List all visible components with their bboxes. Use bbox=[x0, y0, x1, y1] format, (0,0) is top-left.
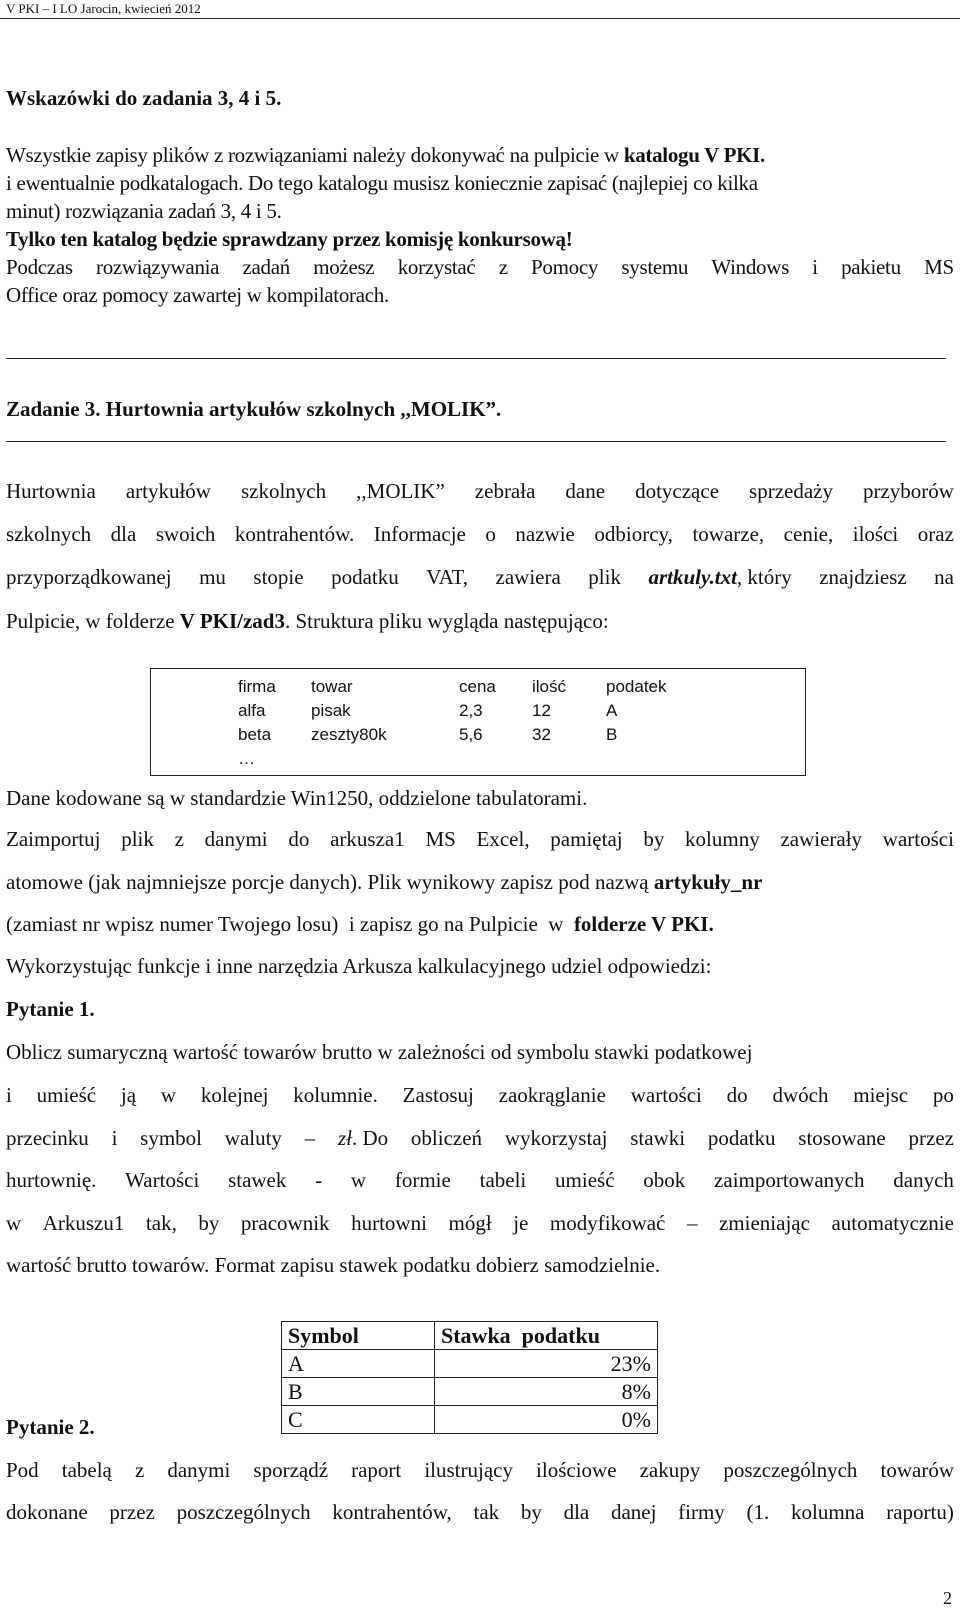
q1-l3-w11: przez bbox=[908, 1126, 954, 1150]
word: zadań bbox=[242, 255, 290, 279]
structure-cell: alfa bbox=[238, 701, 266, 720]
structure-cell: 2,3 bbox=[459, 701, 483, 720]
word: cenie, bbox=[783, 522, 834, 546]
word: i bbox=[812, 255, 818, 279]
word: z bbox=[134, 1458, 145, 1482]
file-structure-grid bbox=[238, 675, 696, 771]
q1-l3-w7: wykorzystaj bbox=[504, 1126, 608, 1150]
structure-row bbox=[238, 723, 696, 747]
p1-l3-w8: znajdziesz bbox=[819, 565, 907, 589]
structure-cell: ilość bbox=[532, 677, 567, 696]
word: dla bbox=[563, 1500, 590, 1524]
word: – bbox=[686, 1211, 698, 1235]
structure-cell: pisak bbox=[311, 701, 351, 720]
hints-line-6: Office oraz pomocy zawartej w kompilatorach. bbox=[6, 283, 389, 307]
word: pamiętaj bbox=[550, 827, 623, 851]
task3-p1-line-4 bbox=[6, 609, 609, 634]
rate-value: 8% bbox=[435, 1378, 658, 1406]
q1-l3-w5: . Do bbox=[351, 1126, 389, 1150]
word: kolejnej bbox=[200, 1083, 269, 1107]
word: hurtownię. bbox=[6, 1168, 97, 1192]
word: tabelą bbox=[61, 1458, 112, 1482]
rate-symbol: B bbox=[282, 1378, 435, 1406]
word: po bbox=[932, 1083, 954, 1107]
p1-l4-post: . Struktura pliku wygląda następująco: bbox=[285, 609, 609, 633]
word: tak bbox=[473, 1500, 500, 1524]
word: zakupy bbox=[639, 1458, 701, 1482]
q1-l3-w0: przecinku bbox=[6, 1126, 89, 1150]
word: ,,MOLIK” bbox=[356, 479, 445, 503]
q1-line-2 bbox=[6, 1083, 954, 1108]
rate-value: 0% bbox=[435, 1406, 658, 1434]
word: umieść bbox=[36, 1083, 97, 1107]
structure-cell: 32 bbox=[532, 725, 551, 744]
word: Pomocy bbox=[531, 255, 599, 279]
table-row bbox=[282, 1378, 658, 1406]
word: firmy bbox=[678, 1500, 725, 1524]
structure-cell: A bbox=[606, 701, 618, 720]
word: do bbox=[726, 1083, 748, 1107]
word: sprzedaży bbox=[749, 479, 833, 503]
word: zebrała bbox=[474, 479, 536, 503]
header-symbol: Symbol bbox=[282, 1322, 435, 1350]
word: rozwiązywania bbox=[96, 255, 220, 279]
q1-l3-w10: stosowane bbox=[798, 1126, 886, 1150]
p1-l3-w4: VAT, bbox=[426, 565, 469, 589]
word: przez bbox=[109, 1500, 155, 1524]
task3-p2: Dane kodowane są w standardzie Win1250, oddzielone tabulatorami. bbox=[6, 786, 588, 810]
word: danymi bbox=[167, 1458, 231, 1482]
structure-cell: B bbox=[606, 725, 618, 744]
word: swoich bbox=[155, 522, 216, 546]
word: MS bbox=[425, 827, 456, 851]
currency-symbol: zł bbox=[337, 1126, 352, 1150]
q1-l3-w6: obliczeń bbox=[410, 1126, 483, 1150]
word: systemu bbox=[621, 255, 689, 279]
word: stawek bbox=[228, 1168, 287, 1192]
task3-p1-line-1 bbox=[6, 479, 954, 504]
p1-l3-w3: podatku bbox=[331, 565, 399, 589]
word: dwóch bbox=[772, 1083, 829, 1107]
q1-l3-w2: symbol bbox=[140, 1126, 203, 1150]
word: ilościowe bbox=[536, 1458, 617, 1482]
word: je bbox=[513, 1211, 529, 1235]
tax-rates-table bbox=[281, 1321, 658, 1434]
word: tabeli bbox=[479, 1168, 527, 1192]
output-folder: folderze V PKI. bbox=[573, 912, 714, 936]
structure-cell: 5,6 bbox=[459, 725, 483, 744]
word: kolumnie. bbox=[293, 1083, 378, 1107]
rate-symbol: A bbox=[282, 1350, 435, 1378]
p1-l3-w7: , który bbox=[736, 565, 792, 589]
word: korzystać bbox=[397, 255, 476, 279]
q1-line-6: wartość brutto towarów. Format zapisu stawek podatku dobierz samodzielnie. bbox=[6, 1253, 661, 1277]
structure-cell: 12 bbox=[532, 701, 551, 720]
word: Zaimportuj bbox=[6, 827, 101, 851]
word: zawierały bbox=[780, 827, 863, 851]
word: odbiorcy, bbox=[594, 522, 673, 546]
word: wartości bbox=[882, 827, 954, 851]
divider-bottom bbox=[6, 441, 946, 442]
word: poszczególnych bbox=[723, 1458, 858, 1482]
word: możesz bbox=[313, 255, 375, 279]
word: zmieniając bbox=[718, 1211, 810, 1235]
q2-line-2 bbox=[6, 1500, 954, 1525]
q1-l3-w4: – bbox=[304, 1126, 316, 1150]
word: Informacje bbox=[373, 522, 466, 546]
word: przyborów bbox=[862, 479, 954, 503]
word: danymi bbox=[204, 827, 268, 851]
structure-cell: zeszty80k bbox=[311, 725, 387, 744]
word: dane bbox=[565, 479, 606, 503]
structure-cell: cena bbox=[459, 677, 496, 696]
structure-cell: beta bbox=[238, 725, 272, 744]
word: i bbox=[6, 1083, 12, 1107]
word: Hurtownia bbox=[6, 479, 96, 503]
word: formie bbox=[394, 1168, 451, 1192]
page-number: 2 bbox=[943, 1588, 952, 1608]
word: o bbox=[485, 522, 496, 546]
word: nazwie bbox=[515, 522, 575, 546]
task3-p1-line-2 bbox=[6, 522, 954, 547]
p3-l3-pre: (zamiast nr wpisz numer Twojego losu) i zapisz go na Pulpicie w bbox=[6, 912, 574, 936]
q1-l3-w1: i bbox=[111, 1126, 118, 1150]
word: pakietu bbox=[841, 255, 901, 279]
word: sporządź bbox=[253, 1458, 329, 1482]
word: poszczególnych bbox=[176, 1500, 311, 1524]
word: tak, bbox=[145, 1211, 177, 1235]
word: ilustrujący bbox=[424, 1458, 513, 1482]
hints-line-1-text: Wszystkie zapisy plików z rozwiązaniami należy dokonywać na pulpicie w bbox=[6, 143, 624, 167]
q1-line-1: Oblicz sumaryczną wartość towarów brutto w zależności od symbolu stawki podatkowej bbox=[6, 1040, 753, 1064]
word: dla bbox=[110, 522, 137, 546]
hints-catalog-name: katalogu V PKI. bbox=[623, 143, 766, 167]
output-file-name: artykuły_nr bbox=[653, 870, 763, 894]
q1-l3-currency-wrap bbox=[338, 1126, 388, 1151]
word: towarów bbox=[880, 1458, 954, 1482]
structure-row bbox=[238, 699, 696, 723]
q1-line-4 bbox=[6, 1168, 954, 1193]
structure-cell: towar bbox=[311, 677, 353, 696]
word: kontrahentów. bbox=[234, 522, 355, 546]
word: obok bbox=[643, 1168, 686, 1192]
task3-p1-line-3 bbox=[6, 565, 954, 590]
p3-l2-pre: atomowe (jak najmniejsze porcje danych). Plik wynikowy zapisz pod nazwą bbox=[6, 870, 654, 894]
word: z bbox=[498, 255, 508, 279]
word: by bbox=[520, 1500, 542, 1524]
p1-l3-w1: mu bbox=[199, 565, 226, 589]
structure-row bbox=[238, 675, 696, 699]
word: dotyczące bbox=[635, 479, 720, 503]
word: szkolnych bbox=[6, 522, 92, 546]
word: kolumna bbox=[791, 1500, 865, 1524]
word: pracownik bbox=[240, 1211, 330, 1235]
word: raportu) bbox=[886, 1500, 954, 1524]
structure-row bbox=[238, 747, 696, 771]
word: w bbox=[6, 1211, 22, 1235]
word: by bbox=[643, 827, 665, 851]
q1-line-3 bbox=[6, 1126, 954, 1151]
word: Windows bbox=[711, 255, 789, 279]
word: ilości bbox=[852, 522, 899, 546]
structure-cell: firma bbox=[238, 677, 276, 696]
word: Excel, bbox=[476, 827, 530, 851]
p1-l3-w9: na bbox=[934, 565, 954, 589]
structure-cell: podatek bbox=[606, 677, 667, 696]
word: oraz bbox=[917, 522, 954, 546]
word: danej bbox=[610, 1500, 657, 1524]
word: zaimportowanych bbox=[714, 1168, 865, 1192]
task3-p3-line-2 bbox=[6, 870, 762, 895]
word: mógł bbox=[448, 1211, 492, 1235]
p1-l3-file bbox=[648, 565, 791, 590]
word: w bbox=[160, 1083, 177, 1107]
word: umieść bbox=[555, 1168, 615, 1192]
divider-top bbox=[6, 358, 946, 359]
table-header-row bbox=[282, 1322, 658, 1350]
word: danych bbox=[893, 1168, 954, 1192]
word: (1. bbox=[746, 1500, 770, 1524]
hints-line-2: i ewentualnie podkatalogach. Do tego katalogu musisz koniecznie zapisać (najlepiej co kilka bbox=[6, 171, 758, 195]
word: z bbox=[174, 827, 184, 851]
p1-l3-w6: plik bbox=[588, 565, 621, 589]
word: zaokrąglanie bbox=[498, 1083, 606, 1107]
task3-title: Zadanie 3. Hurtownia artykułów szkolnych ,,MOLIK”. bbox=[6, 397, 502, 421]
p1-l4-pre: Pulpicie, w folderze bbox=[6, 609, 180, 633]
task3-p4: Wykorzystując funkcje i inne narzędzia Arkusza kalkulacyjnego udziel odpowiedzi: bbox=[6, 954, 712, 978]
word: szkolnych bbox=[240, 479, 327, 503]
q1-line-5 bbox=[6, 1211, 954, 1236]
word: hurtowni bbox=[351, 1211, 427, 1235]
word: plik bbox=[121, 827, 154, 851]
hints-title: Wskazówki do zadania 3, 4 i 5. bbox=[6, 86, 282, 110]
word: Zastosuj bbox=[402, 1083, 474, 1107]
q1-l3-w3: waluty bbox=[224, 1126, 282, 1150]
word: w bbox=[350, 1168, 367, 1192]
word: Pod bbox=[6, 1458, 39, 1482]
file-structure-box bbox=[150, 668, 806, 776]
rate-value: 23% bbox=[435, 1350, 658, 1378]
word: do bbox=[288, 827, 310, 851]
header-rate: Stawka podatku bbox=[435, 1322, 658, 1350]
word: by bbox=[198, 1211, 220, 1235]
question-1-title: Pytanie 1. bbox=[6, 997, 95, 1021]
word: ją bbox=[120, 1083, 137, 1107]
word: raport bbox=[351, 1458, 402, 1482]
word: MS bbox=[924, 255, 954, 279]
hints-warning: Tylko ten katalog będzie sprawdzany przez komisję konkursową! bbox=[6, 227, 573, 251]
word: Arkuszu1 bbox=[42, 1211, 125, 1235]
running-title: V PKI – I LO Jarocin, kwiecień 2012 bbox=[6, 1, 201, 16]
word: arkusza1 bbox=[330, 827, 405, 851]
word: Podczas bbox=[6, 255, 73, 279]
word: dokonane bbox=[6, 1500, 88, 1524]
word: miejsc bbox=[853, 1083, 909, 1107]
word: - bbox=[315, 1168, 323, 1192]
structure-cell: … bbox=[238, 749, 255, 768]
hints-line-3: minut) rozwiązania zadań 3, 4 i 5. bbox=[6, 199, 282, 223]
folder-path: V PKI/zad3 bbox=[179, 609, 285, 633]
q2-line-1 bbox=[6, 1458, 954, 1483]
word: artykułów bbox=[125, 479, 211, 503]
word: towarze, bbox=[692, 522, 765, 546]
file-name: artkuly.txt bbox=[648, 565, 737, 589]
running-header bbox=[0, 0, 960, 19]
word: modyfikować bbox=[549, 1211, 666, 1235]
word: kontrahentów, bbox=[332, 1500, 452, 1524]
p1-l3-w0: przyporządkowanej bbox=[6, 565, 172, 589]
q1-l3-w9: podatku bbox=[707, 1126, 776, 1150]
p1-l3-w2: stopie bbox=[253, 565, 304, 589]
table-row bbox=[282, 1350, 658, 1378]
hints-line-1 bbox=[6, 143, 765, 168]
hints-line-5 bbox=[6, 255, 954, 280]
task3-p3-line-3 bbox=[6, 912, 714, 937]
word: Wartości bbox=[125, 1168, 200, 1192]
word: automatycznie bbox=[831, 1211, 954, 1235]
p1-l3-w5: zawiera bbox=[495, 565, 561, 589]
task3-p3-line-1 bbox=[6, 827, 954, 852]
question-2-title: Pytanie 2. bbox=[6, 1415, 95, 1439]
table-row bbox=[282, 1406, 658, 1434]
q1-l3-w8: stawki bbox=[630, 1126, 686, 1150]
word: kolumny bbox=[685, 827, 760, 851]
word: wartości bbox=[630, 1083, 702, 1107]
rate-symbol: C bbox=[282, 1406, 435, 1434]
